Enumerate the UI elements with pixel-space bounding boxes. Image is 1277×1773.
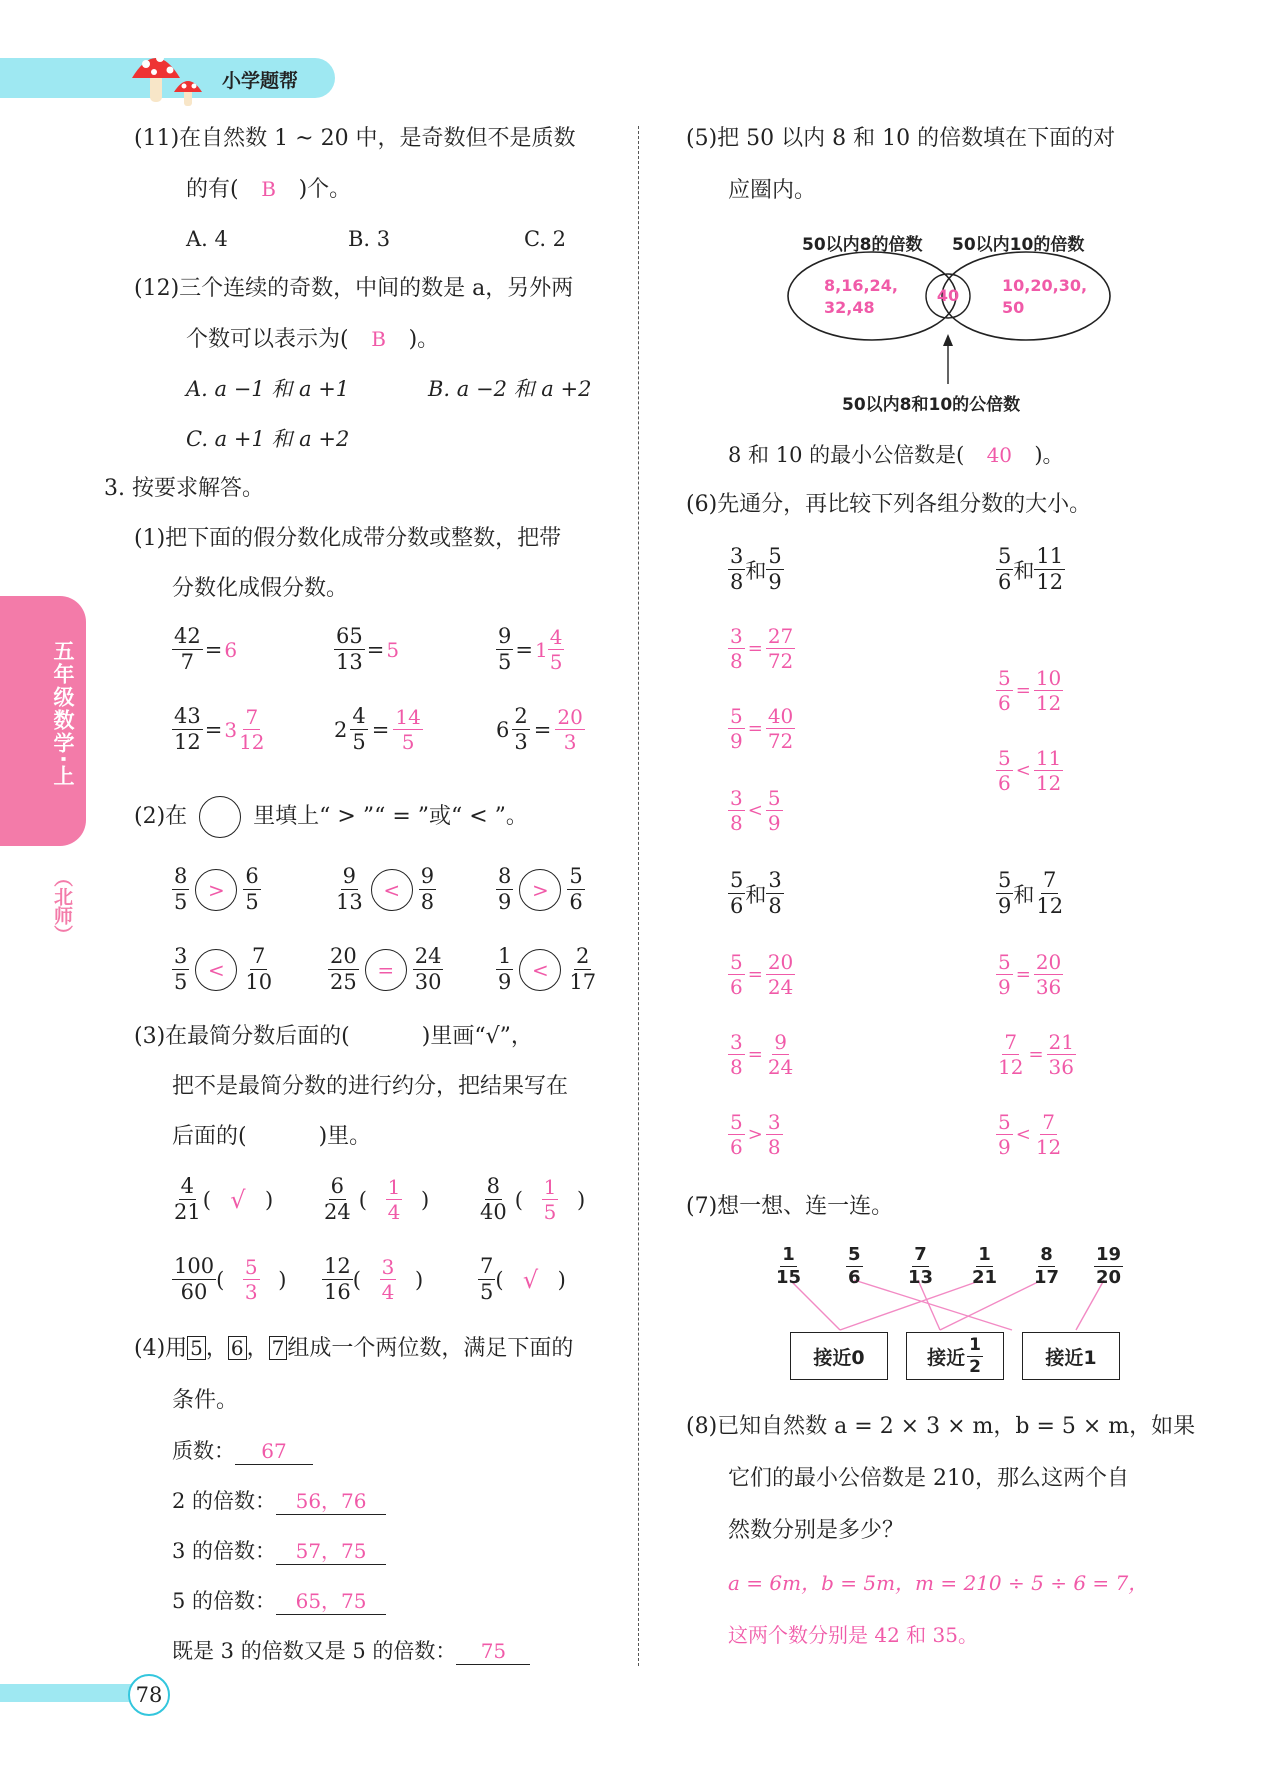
p7-frac-2: $\frac{5}{6}$ [848,1244,861,1288]
p1-item-5: 2 $\frac{4}{5}$ = $\frac{14}{5}$ [334,704,421,754]
p3-item-3: $\frac{8}{40}$ ( $\frac{1}{5}$ ) [480,1174,586,1224]
p6-g1-step2: $\frac{5}{9}$ = $\frac{40}{72}$ [730,704,794,753]
q11-option-b: B. 3 [348,227,391,251]
p3-item-2: $\frac{6}{24}$ ( $\frac{1}{4}$ ) [324,1174,430,1224]
q12-option-a: A. a −1 和 a +1 [186,377,350,401]
q11-option-c: C. 2 [524,227,567,251]
p6-g2-step1: $\frac{5}{6}$ = $\frac{10}{12}$ [998,666,1062,715]
p8-answer-1: a = 6m，b = 5m，m = 210 ÷ 5 ÷ 6 = 7， [728,1571,1149,1595]
p3-line2: 把不是最简分数的进行约分，把结果写在 [172,1074,569,1099]
p3-item-4: $\frac{100}{60}$ ( $\frac{5}{3}$ ) [174,1254,287,1304]
p3-item-5: $\frac{12}{16}$ ( $\frac{3}{4}$ ) [324,1254,424,1304]
p4-row-mult3and5: 既是 3 的倍数又是 5 的倍数： 75 [172,1638,530,1665]
venn-diagram [780,226,1120,426]
venn-left-title: 50以内8的倍数 [802,235,923,255]
sample-circle [199,796,241,838]
q12-line1: (12)三个连续的奇数，中间的数是 a，另外两 [134,276,574,301]
p1-item-6: 6 $\frac{2}{3}$ = $\frac{20}{3}$ [496,704,583,754]
p4-line2: 条件。 [172,1388,239,1413]
p7-frac-4: $\frac{1}{21}$ [972,1244,998,1288]
p4-line1: (4)用 5 ， 6 ， 7 组成一个两位数，满足下面的 [134,1336,574,1361]
p2-item-6: $\frac{1}{9}$ < $\frac{2}{17}$ [498,944,597,994]
side-tab-edition: （北师） [51,868,73,944]
venn-left-values-1: 8,16,24, [824,276,898,295]
p7-frac-3: $\frac{7}{13}$ [908,1244,934,1288]
p1-item-2: $\frac{65}{13}$ = 5 [336,624,400,674]
p2-item-2: $\frac{9}{13}$ < $\frac{9}{8}$ [336,864,435,914]
p8-line3: 然数分别是多少？ [728,1518,905,1543]
p5-lcm: 8 和 10 的最小公倍数是( 40 )。 [728,443,1064,467]
p4-row-mult3: 3 的倍数： 57，75 [172,1538,386,1565]
q11-line1: (11)在自然数 1 ~ 20 中，是奇数但不是质数 [134,126,576,151]
p8-line2: 它们的最小公倍数是 210，那么这两个自 [728,1466,1129,1491]
q12-option-b: B. a −2 和 a +2 [428,377,592,401]
p6-g1-step1: $\frac{3}{8}$ = $\frac{27}{72}$ [730,624,794,673]
venn-middle-value: 40 [936,286,960,305]
p6-g2-head: $\frac{5}{6}$ 和 $\frac{11}{12}$ [998,544,1064,594]
p6-g3-step1: $\frac{5}{6}$ = $\frac{20}{24}$ [730,950,794,999]
p2-item-1: $\frac{8}{5}$ > $\frac{6}{5}$ [174,864,259,914]
p1-line1: (1)把下面的假分数化成带分数或整数，把带 [134,526,562,551]
p7-frac-6: $\frac{19}{20}$ [1096,1244,1122,1288]
q12-option-c: C. a +1 和 a +2 [186,427,350,451]
p7-box-near-half: 接近 $\frac{1}{2}$ [906,1332,1004,1380]
venn-right-values-1: 10,20,30, [1002,276,1088,295]
p6-g4-step1: $\frac{5}{9}$ = $\frac{20}{36}$ [998,950,1062,999]
p7-frac-5: $\frac{8}{17}$ [1034,1244,1060,1288]
p8-line1: (8)已知自然数 a = 2 × 3 × m，b = 5 × m，如果 [686,1414,1196,1439]
p6-g3-head: $\frac{5}{6}$ 和 $\frac{3}{8}$ [730,868,782,918]
p7-frac-1: $\frac{1}{15}$ [776,1244,802,1288]
p3-line1: (3)在最简分数后面的( )里画“√”， [134,1024,533,1049]
p6-g4-head: $\frac{5}{9}$ 和 $\frac{7}{12}$ [998,868,1064,918]
p6-g4-compare: $\frac{5}{9}$ < $\frac{7}{12}$ [998,1110,1062,1159]
p7-box-near-1: 接近1 [1022,1332,1120,1380]
q12-line2: 个数可以表示为( B )。 [186,327,440,352]
column-divider [638,126,639,1666]
p6-title: (6)先通分，再比较下列各组分数的大小。 [686,492,1092,517]
p1-item-4: $\frac{43}{12}$ = 3 $\frac{7}{12}$ [174,704,265,754]
p3-line3: 后面的( )里。 [172,1124,372,1149]
section-3-title: 3. 按要求解答。 [104,476,264,501]
p1-item-3: $\frac{9}{5}$ = 1 $\frac{4}{5}$ [498,624,563,674]
q11-line2: 的有( B )个。 [186,177,352,202]
p4-row-mult2: 2 的倍数： 56，76 [172,1488,386,1515]
p2-item-3: $\frac{8}{9}$ > $\frac{5}{6}$ [498,864,583,914]
p6-g3-step2: $\frac{3}{8}$ = $\frac{9}{24}$ [730,1030,794,1079]
p6-g1-compare: $\frac{3}{8}$ < $\frac{5}{9}$ [730,786,781,835]
p4-row-mult5: 5 的倍数： 65，75 [172,1588,386,1615]
p6-g1-head: $\frac{3}{8}$ 和 $\frac{5}{9}$ [730,544,782,594]
p2-instruction: (2)在 里填上“ > ”“ = ”或“ < ”。 [134,796,528,838]
p2-item-5: $\frac{20}{25}$ = $\frac{24}{30}$ [330,944,442,994]
venn-left-values-2: 32,48 [824,298,875,317]
p1-item-1: $\frac{42}{7}$ = 6 [174,624,238,674]
p5-line1: (5)把 50 以内 8 和 10 的倍数填在下面的对 [686,126,1116,151]
venn-right-title: 50以内10的倍数 [952,235,1085,255]
venn-right-values-2: 50 [1002,298,1025,317]
side-tab-label: 五年级数学·上 [51,640,75,788]
p2-item-4: $\frac{3}{5}$ < $\frac{7}{10}$ [174,944,273,994]
brand-title: 小学题帮 [222,70,299,92]
p7-box-near-0: 接近0 [790,1332,888,1380]
p3-item-1: $\frac{4}{21}$ ( √ ) [174,1174,274,1224]
venn-bottom-label: 50以内8和10的公倍数 [842,395,1021,415]
page-number: 78 [128,1674,170,1716]
p6-g4-step2: $\frac{7}{12}$ = $\frac{21}{36}$ [998,1030,1074,1079]
p3-item-6: $\frac{7}{5}$ ( √ ) [480,1254,566,1304]
p4-row-prime: 质数： 67 [172,1438,313,1465]
p1-line2: 分数化成假分数。 [172,576,349,601]
mushroom-icon [128,44,208,116]
p7-title: (7)想一想、连一连。 [686,1194,894,1219]
p6-g3-compare: $\frac{5}{6}$ > $\frac{3}{8}$ [730,1110,781,1159]
q11-option-a: A. 4 [186,227,228,251]
p8-answer-2: 这两个数分别是 42 和 35。 [728,1623,978,1647]
p6-g2-compare: $\frac{5}{6}$ < $\frac{11}{12}$ [998,746,1062,795]
p5-line2: 应圈内。 [728,178,817,203]
